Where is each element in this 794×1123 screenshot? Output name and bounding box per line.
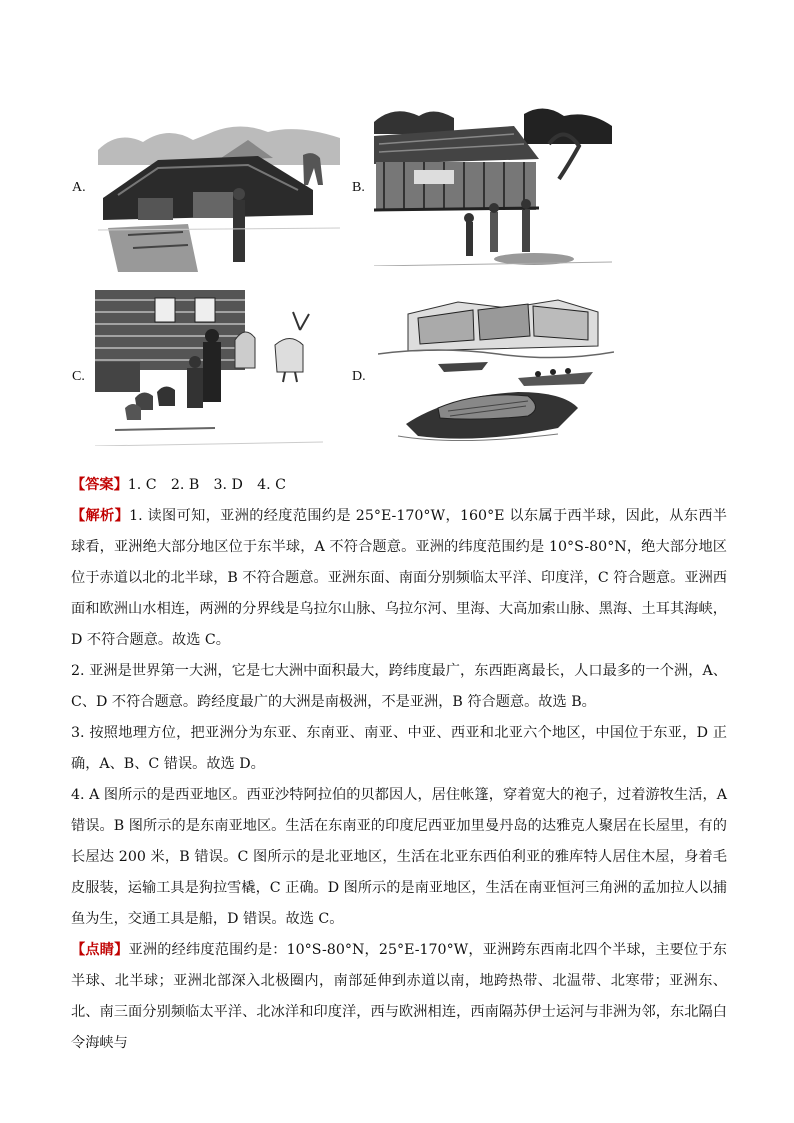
- bengal-boats-illustration: [378, 296, 614, 451]
- comment-text: 亚洲的经纬度范围约是：10°S-80°N，25°E-170°W，亚洲跨东西南北四个半球，主要位于东半球、北半球；亚洲北部深入北极圈内，南部延伸到赤道以南，地跨热带、北温带、北寒带；亚洲东、北、南三面分别频临太平洋、北冰洋和印度洋，西与欧洲相连，西南隔苏伊士运河与非洲为邻，东北隔白令海峡与: [71, 942, 727, 1051]
- explanation-block: [71, 470, 727, 1059]
- option-c-label: C.: [72, 369, 85, 384]
- longhouse-illustration: [374, 104, 612, 266]
- answer-line: [71, 470, 727, 501]
- analysis-paragraph-3: 3. 按照地理方位，把亚洲分为东亚、东南亚、南亚、中亚、西亚和北亚六个地区，中国位于东亚，D 正确，A、B、C 错误。故选 D。: [71, 725, 727, 772]
- option-b-label: B.: [352, 180, 365, 195]
- answer-text: 1. C 2. B 3. D 4. C: [127, 477, 287, 493]
- analysis-tag: 【解析】: [71, 508, 130, 524]
- comment-paragraph: [71, 935, 727, 1059]
- analysis-paragraph-4: 4. A 图所示的是西亚地区。西亚沙特阿拉伯的贝都因人，居住帐篷，穿着宽大的袍子，过着游牧生活，A 错误。B 图所示的是东南亚地区。生活在东南亚的印度尼西亚加里曼丹岛的达雅克人聚居在长屋里，有的长屋达 200 米，B 错误。C 图所示的是北亚地区，生活在北亚东西伯利亚的雅库特人居住木屋，身着毛皮服装，运输工具是狗拉雪橇，C 正确。D 图所示的是南亚地区，生活在南亚恒河三角洲的孟加拉人以捕鱼为生，交通工具是船，D 错误。故选 C。: [71, 787, 727, 927]
- answer-tag: 【答案】: [71, 477, 128, 493]
- option-d-label: D.: [352, 369, 366, 384]
- reindeer-sled-illustration: [95, 290, 323, 446]
- analysis-paragraph-2: 2. 亚洲是世界第一大洲，它是七大洲中面积最大，跨纬度最广，东西距离最长，人口最多的一个洲，A、C、D 不符合题意。跨经度最广的大洲是南极洲，不是亚洲，B 符合题意。故选 B。: [71, 663, 727, 710]
- analysis-p1-text: 1. 读图可知，亚洲的经度范围约是 25°E-170°W，160°E 以东属于西半球，因此，从东西半球看，亚洲绝大部分地区位于东半球，A 不符合题意。亚洲的纬度范围约是 10°S-80°N，绝大部分地区位于赤道以北的北半球，B 不符合题意。亚洲东面、南面分别频临太平洋、印度洋，C 符合题意。亚洲西面和欧洲山水相连，两洲的分界线是乌拉尔山脉、乌拉尔河、里海、大高加索山脉、黑海、土耳其海峡，D 不符合题意。故选 C。: [71, 508, 727, 648]
- comment-tag: 【点睛】: [71, 942, 129, 958]
- analysis-paragraph-1: [71, 501, 727, 656]
- bedouin-tent-illustration: [98, 120, 340, 272]
- option-a-label: A.: [72, 180, 86, 195]
